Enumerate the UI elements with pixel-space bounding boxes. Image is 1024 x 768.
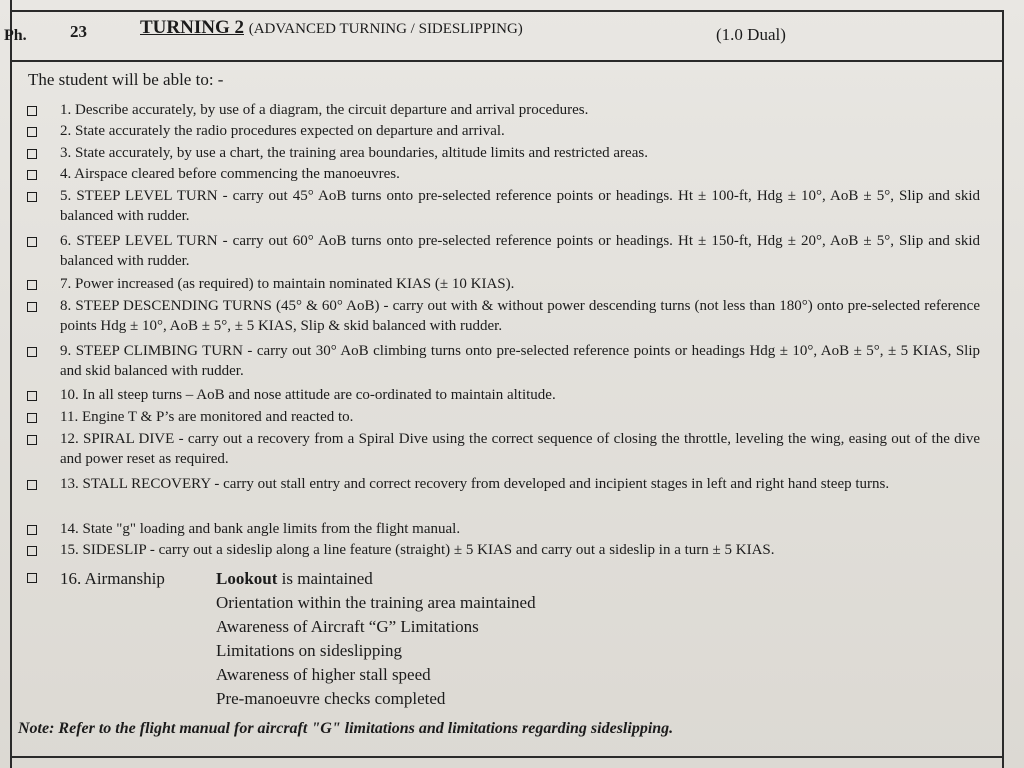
- phase-label: Ph.: [4, 27, 27, 44]
- checkbox[interactable]: [27, 237, 37, 247]
- lesson-title-main: TURNING 2: [140, 17, 244, 38]
- lesson-title: [140, 17, 523, 39]
- airmanship-line: Awareness of Aircraft “G” Limitations: [216, 617, 479, 636]
- item-text: 2. State accurately the radio procedures expected on departure and arrival.: [60, 123, 505, 139]
- checkbox[interactable]: [27, 546, 37, 556]
- airmanship-label: 16. Airmanship: [60, 569, 165, 588]
- checkbox[interactable]: [27, 391, 37, 401]
- lookout-bold: Lookout: [216, 569, 278, 588]
- item-text: 6. STEEP LEVEL TURN - carry out 60° AoB turns onto pre-selected reference points or headings. Ht ± 150-ft, Hdg ± 20°, AoB ± 5°, Slip and skid balanced with rudder.: [60, 233, 980, 269]
- item-text: 12. SPIRAL DIVE - carry out a recovery from a Spiral Dive using the correct sequence of closing the throttle, leveling the wing, easing out of the dive and power reset as required.: [60, 431, 980, 467]
- airmanship-list: [216, 567, 536, 711]
- item-text: 15. SIDESLIP - carry out a sideslip along a line feature (straight) ± 5 KIAS and carry out a sideslip in a turn ± 5 KIAS.: [60, 542, 775, 558]
- checkbox[interactable]: [27, 302, 37, 312]
- item-text: 10. In all steep turns – AoB and nose attitude are co-ordinated to maintain altitude.: [60, 387, 556, 403]
- airmanship-line: Orientation within the training area maintained: [216, 593, 536, 612]
- checkbox[interactable]: [27, 280, 37, 290]
- airmanship-line: [216, 567, 536, 591]
- lesson-duration: (1.0 Dual): [716, 25, 786, 44]
- item-text: 14. State "g" loading and bank angle limits from the flight manual.: [60, 521, 461, 537]
- item-text: 3. State accurately, by use a chart, the training area boundaries, altitude limits and restricted areas.: [60, 145, 648, 161]
- checkbox[interactable]: [27, 525, 37, 535]
- item-text: 5. STEEP LEVEL TURN - carry out 45° AoB turns onto pre-selected reference points or headings. Ht ± 100-ft, Hdg ± 10°, AoB ± 5°, Slip and skid balanced with rudder.: [60, 188, 980, 224]
- lookout-rest: is maintained: [277, 569, 373, 588]
- airmanship-line: Awareness of higher stall speed: [216, 665, 431, 684]
- checkbox[interactable]: [27, 435, 37, 445]
- item-text: 13. STALL RECOVERY - carry out stall entry and correct recovery from developed and incipient stages in left and right hand steep turns.: [60, 476, 890, 492]
- item-text: 9. STEEP CLIMBING TURN - carry out 30° AoB climbing turns onto pre-selected reference points or headings Hdg ± 10°, AoB ± 5°, ± 5 KIAS, Slip and skid balanced with rudder.: [60, 343, 980, 379]
- header-divider: [10, 60, 1004, 62]
- footnote: Note: Refer to the flight manual for aircraft "G" limitations and limitations regarding sideslipping.: [18, 720, 674, 737]
- checkbox[interactable]: [27, 149, 37, 159]
- checkbox[interactable]: [27, 170, 37, 180]
- checkbox[interactable]: [27, 127, 37, 137]
- airmanship-line: Limitations on sideslipping: [216, 641, 403, 660]
- lesson-subtitle: (ADVANCED TURNING / SIDESLIPPING): [248, 21, 523, 37]
- checkbox[interactable]: [27, 480, 37, 490]
- checkbox[interactable]: [27, 413, 37, 423]
- footer-divider: [10, 756, 1004, 758]
- checkbox[interactable]: [27, 192, 37, 202]
- item-text: 8. STEEP DESCENDING TURNS (45° & 60° AoB) - carry out with & without power descending turns (not less than 180°) onto pre-selected reference points Hdg ± 10°, AoB ± 5°, ± 5 KIAS, Slip & skid balanced with rudder.: [60, 298, 980, 334]
- checkbox[interactable]: [27, 573, 37, 583]
- lesson-number: 23: [70, 22, 87, 41]
- airmanship-line: Pre-manoeuvre checks completed: [216, 689, 446, 708]
- intro-text: The student will be able to: -: [28, 70, 224, 89]
- checkbox[interactable]: [27, 106, 37, 116]
- checkbox[interactable]: [27, 347, 37, 357]
- item-text: 4. Airspace cleared before commencing the manoeuvres.: [60, 166, 400, 182]
- item-text: 1. Describe accurately, by use of a diagram, the circuit departure and arrival procedures.: [60, 102, 589, 118]
- item-text: 11. Engine T & P’s are monitored and reacted to.: [60, 409, 354, 425]
- item-text: 7. Power increased (as required) to maintain nominated KIAS (± 10 KIAS).: [60, 276, 515, 292]
